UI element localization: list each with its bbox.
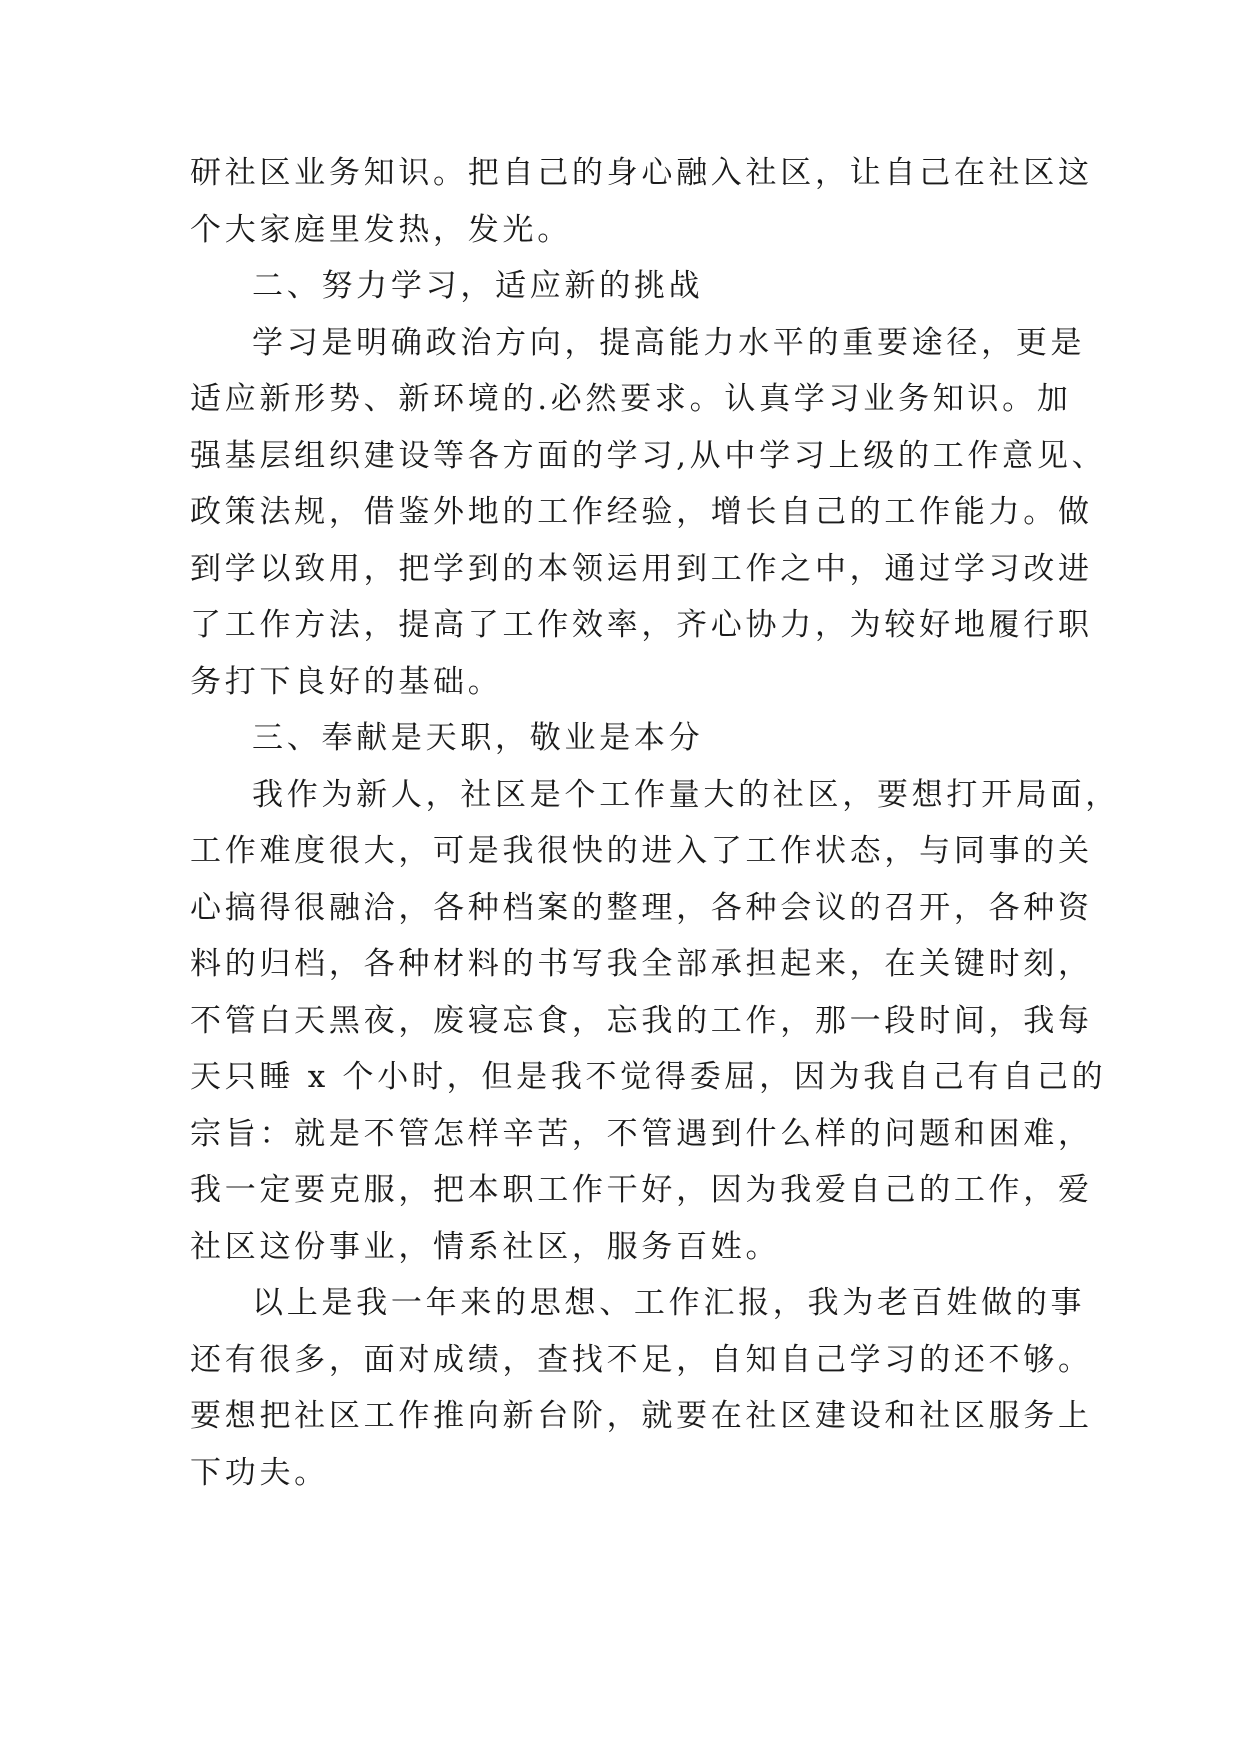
text-line: 还有很多，面对成绩，查找不足，自知自己学习的还不够。 — [190, 1341, 1093, 1378]
text-line: 心搞得很融洽，各种档案的整理，各种会议的召开，各种资 — [190, 889, 1093, 926]
text-line: 个大家庭里发热，发光。 — [190, 211, 572, 248]
text-line: 政策法规，借鉴外地的工作经验，增长自己的工作能力。做 — [190, 494, 1093, 530]
text-line: 到学以致用，把学到的本领运用到工作之中，通过学习改进 — [190, 550, 1093, 587]
text-line: 社区这份事业，情系社区，服务百姓。 — [190, 1228, 781, 1265]
text-line: 务打下良好的基础。 — [190, 663, 503, 700]
text-line: 适应新形势、新环境的.必然要求。认真学习业务知识。加 — [190, 381, 1072, 417]
text-line: 宗旨：就是不管怎样辛苦，不管遇到什么样的问题和困难， — [190, 1115, 1093, 1152]
text-line: 要想把社区工作推向新台阶，就要在社区建设和社区服务上 — [190, 1398, 1093, 1434]
text-line: 二、努力学习，适应新的挑战 — [252, 268, 704, 304]
text-line: 研社区业务知识。把自己的身心融入社区，让自己在社区这 — [190, 155, 1093, 191]
text-line: 工作难度很大，可是我很快的进入了工作状态，与同事的关 — [190, 833, 1093, 869]
text-line: 三、奉献是天职，敬业是本分 — [252, 720, 704, 756]
text-line: 下功夫。 — [190, 1454, 329, 1491]
text-line: 强基层组织建设等各方面的学习,从中学习上级的工作意见、 — [190, 437, 1107, 474]
text-line: 不管白天黑夜，废寝忘食，忘我的工作，那一段时间，我每 — [190, 1002, 1093, 1039]
text-line: 以上是我一年来的思想、工作汇报，我为老百姓做的事 — [252, 1285, 1086, 1321]
text-line: 了工作方法，提高了工作效率，齐心协力，为较好地履行职 — [190, 607, 1093, 643]
document-page — [190, 145, 1120, 1501]
text-line: 学习是明确政治方向，提高能力水平的重要途径，更是 — [252, 324, 1086, 361]
text-line: 我一定要克服，把本职工作干好，因为我爱自己的工作，爱 — [190, 1172, 1093, 1208]
text-line: 天只睡 x 个小时，但是我不觉得委屈，因为我自己有自己的 — [190, 1059, 1107, 1095]
text-line: 料的归档，各种材料的书写我全部承担起来，在关键时刻， — [190, 946, 1093, 982]
text-line: 我作为新人，社区是个工作量大的社区，要想打开局面， — [252, 776, 1120, 813]
